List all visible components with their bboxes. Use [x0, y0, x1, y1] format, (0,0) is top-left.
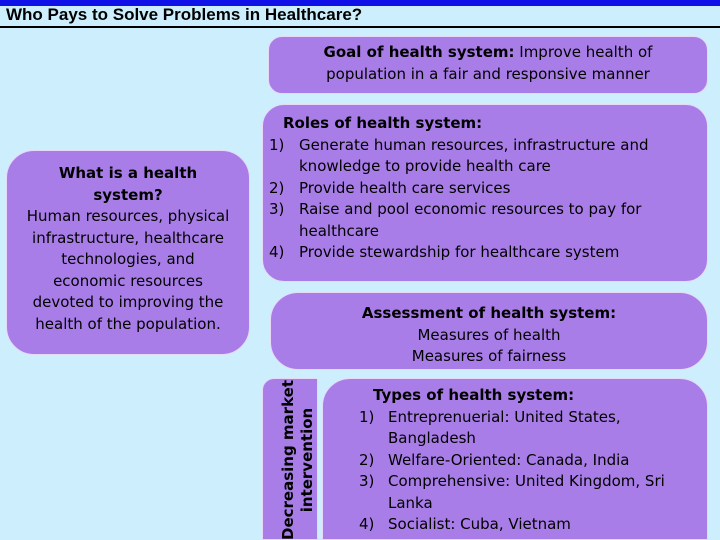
roles-label: Roles of health system: [283, 114, 483, 132]
roles-item-number: 4) [269, 243, 285, 261]
slide-title: Who Pays to Solve Problems in Healthcare? [6, 5, 363, 24]
what-text: health of the population. [35, 314, 221, 333]
roles-item-text: knowledge to provide health care [299, 157, 551, 175]
types-item-number: 2) [359, 450, 375, 469]
types-item-text: Comprehensive: United Kingdom, Sri [388, 472, 665, 490]
assessment-text: Measures of health [417, 325, 561, 344]
roles-item-4 [269, 242, 707, 264]
types-item-3 [359, 471, 707, 514]
arrow-label [270, 378, 326, 540]
arrow-label-text [279, 380, 317, 540]
roles-item-1 [269, 135, 707, 178]
types-item-text: Bangladesh [388, 429, 476, 447]
roles-item-number: 2) [269, 178, 285, 197]
types-list [359, 407, 707, 536]
types-item-text: Welfare-Oriented: Canada, India [388, 450, 630, 469]
roles-item-text: healthcare [299, 221, 379, 240]
types-item-4 [359, 514, 707, 536]
what-label-2: system? [93, 185, 163, 204]
types-item-text: Lanka [388, 493, 433, 512]
roles-item-number: 1) [269, 135, 285, 154]
arrow-label-line-2: intervention [298, 407, 316, 513]
roles-list [269, 135, 707, 264]
roles-item-2 [269, 178, 707, 200]
what-text: Human resources, physical [26, 207, 230, 225]
types-item-text: Socialist: Cuba, Vietnam [388, 515, 571, 533]
what-text: infrastructure, healthcare [32, 228, 224, 247]
title-underline [0, 26, 720, 28]
types-item-2 [359, 450, 707, 472]
roles-item-text: Raise and pool economic resources to pay for [299, 200, 642, 218]
what-text: devoted to improving the [32, 293, 224, 311]
what-box [6, 150, 250, 355]
types-item-1 [359, 407, 707, 450]
goal-box [268, 36, 708, 94]
types-item-text: Entreprenuerial: United States, [388, 407, 621, 426]
arrow-label-line-1: Decreasing market [279, 380, 297, 540]
goal-label: Goal of health system: [323, 43, 515, 61]
roles-item-text: Provide health care services [299, 178, 511, 197]
roles-item-text: Generate human resources, infrastructure and [299, 135, 649, 154]
types-item-number: 3) [359, 472, 375, 490]
goal-line-1 [269, 42, 707, 64]
goal-text-2: population in a fair and responsive manner [326, 64, 650, 83]
goal-text-1: Improve health of [514, 43, 653, 61]
roles-box [262, 104, 708, 282]
types-item-number: 4) [359, 515, 375, 533]
assessment-label: Assessment of health system: [361, 304, 617, 322]
roles-item-3 [269, 199, 707, 242]
types-label: Types of health system: [373, 386, 575, 404]
types-box [322, 378, 708, 540]
what-label-1: What is a health [58, 164, 198, 182]
assessment-text: Measures of fairness [411, 347, 567, 365]
what-text: technologies, and [61, 250, 195, 268]
what-text: economic resources [53, 271, 203, 290]
types-item-number: 1) [359, 407, 375, 426]
assessment-box [270, 292, 708, 370]
roles-item-number: 3) [269, 200, 285, 218]
roles-item-text: Provide stewardship for healthcare system [299, 243, 620, 261]
